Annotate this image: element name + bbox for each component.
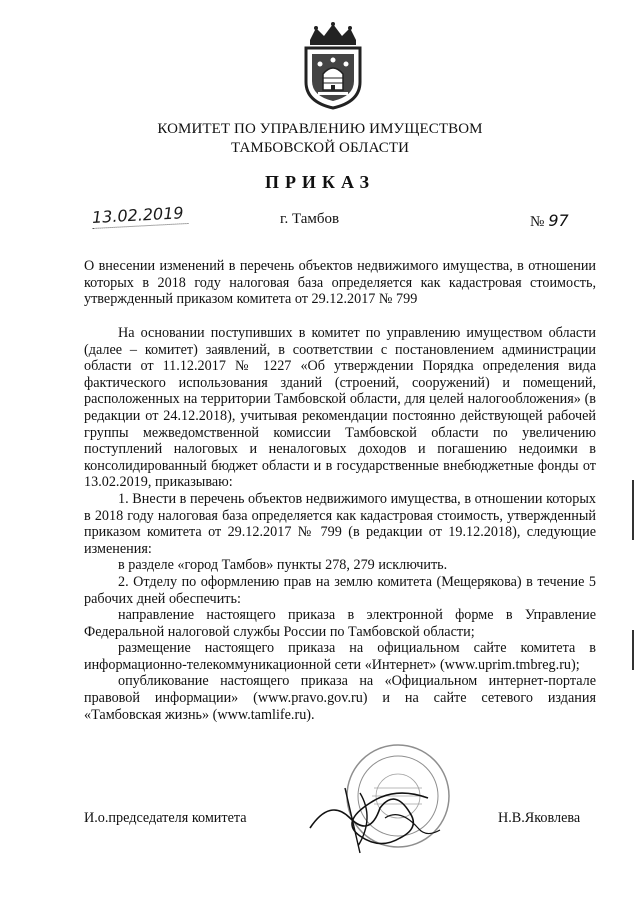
document-city: г. Тамбов [280, 211, 340, 227]
body-paragraph: На основании поступивших в комитет по управлению имуществом области (далее – комитет) заявлений, в соответствии с постановлением администрации области от 11.12.2017 № 1227 «Об утверждении Порядка определения вида фактического использования зданий (строений, сооружений) и помещений, расположенных на территории Тамбовской области, для целей налогообложения» (в редакции от 24.12.2018), учитывая рекомендации постоянно действующей рабочей группы межведомственной комиссии Тамбовской области по увеличению поступлений налоговых и неналоговых доходов и погашению недоимки в консолидированный бюджет области и в государственные внебюджетные фонды от 13.02.2019, приказываю: [84, 325, 596, 491]
document-subject: О внесении изменений в перечень объектов недвижимого имущества, в отношении которых в 2018 году налоговая база определяется как кадастровая стоимость, утвержденный приказом комитета от 29.12.2017 № 799 [84, 258, 596, 307]
org-line-1: КОМИТЕТ ПО УПРАВЛЕНИЮ ИМУЩЕСТВОМ [157, 121, 483, 137]
body-paragraph: 1. Внести в перечень объектов недвижимого имущества, в отношении которых в 2018 году налоговая база определяется как кадастровая стоимость, утвержденный приказом комитета от 29.12.2017 № 799 (в редакции от 19.12.2018), следующие изменения: [84, 490, 596, 557]
signatory-position: И.о.председателя комитета [84, 810, 247, 826]
body-paragraph: в разделе «город Тамбов» пункты 278, 279 исключить. [118, 557, 448, 574]
body-paragraph: 2. Отделу по оформлению прав на землю комитета (Мещерякова) в течение 5 рабочих дней обеспечить: [84, 573, 596, 607]
coat-of-arms-icon [296, 20, 370, 110]
scan-edge-mark [632, 480, 634, 540]
number-label: № [530, 214, 545, 230]
org-line-2: ТАМБОВСКОЙ ОБЛАСТИ [230, 140, 410, 156]
organization-name [0, 120, 640, 158]
document-body [84, 325, 596, 723]
body-paragraph: размещение настоящего приказа на официальном сайте комитета в информационно-телекоммуникационной сети «Интернет» (www.uprim.tmbreg.ru); [84, 640, 596, 673]
body-paragraph: опубликование настоящего приказа на «Официальном интернет-портале правовой информации» (www.pravo.gov.ru) и на сайте сетевого издания «Тамбовская жизнь» (www.tamlife.ru). [84, 673, 596, 723]
scan-edge-mark [632, 630, 634, 670]
body-paragraph: направление настоящего приказа в электронной форме в Управление Федеральной налоговой службы России по Тамбовской области; [84, 607, 596, 640]
signatory-name: Н.В.Яковлева [498, 810, 581, 826]
document-number [530, 211, 569, 231]
number-value: 97 [548, 211, 569, 230]
handwritten-signature [300, 758, 450, 868]
document-date: 13.02.2019 [91, 203, 184, 227]
document-title: ПРИКАЗ [264, 172, 376, 192]
